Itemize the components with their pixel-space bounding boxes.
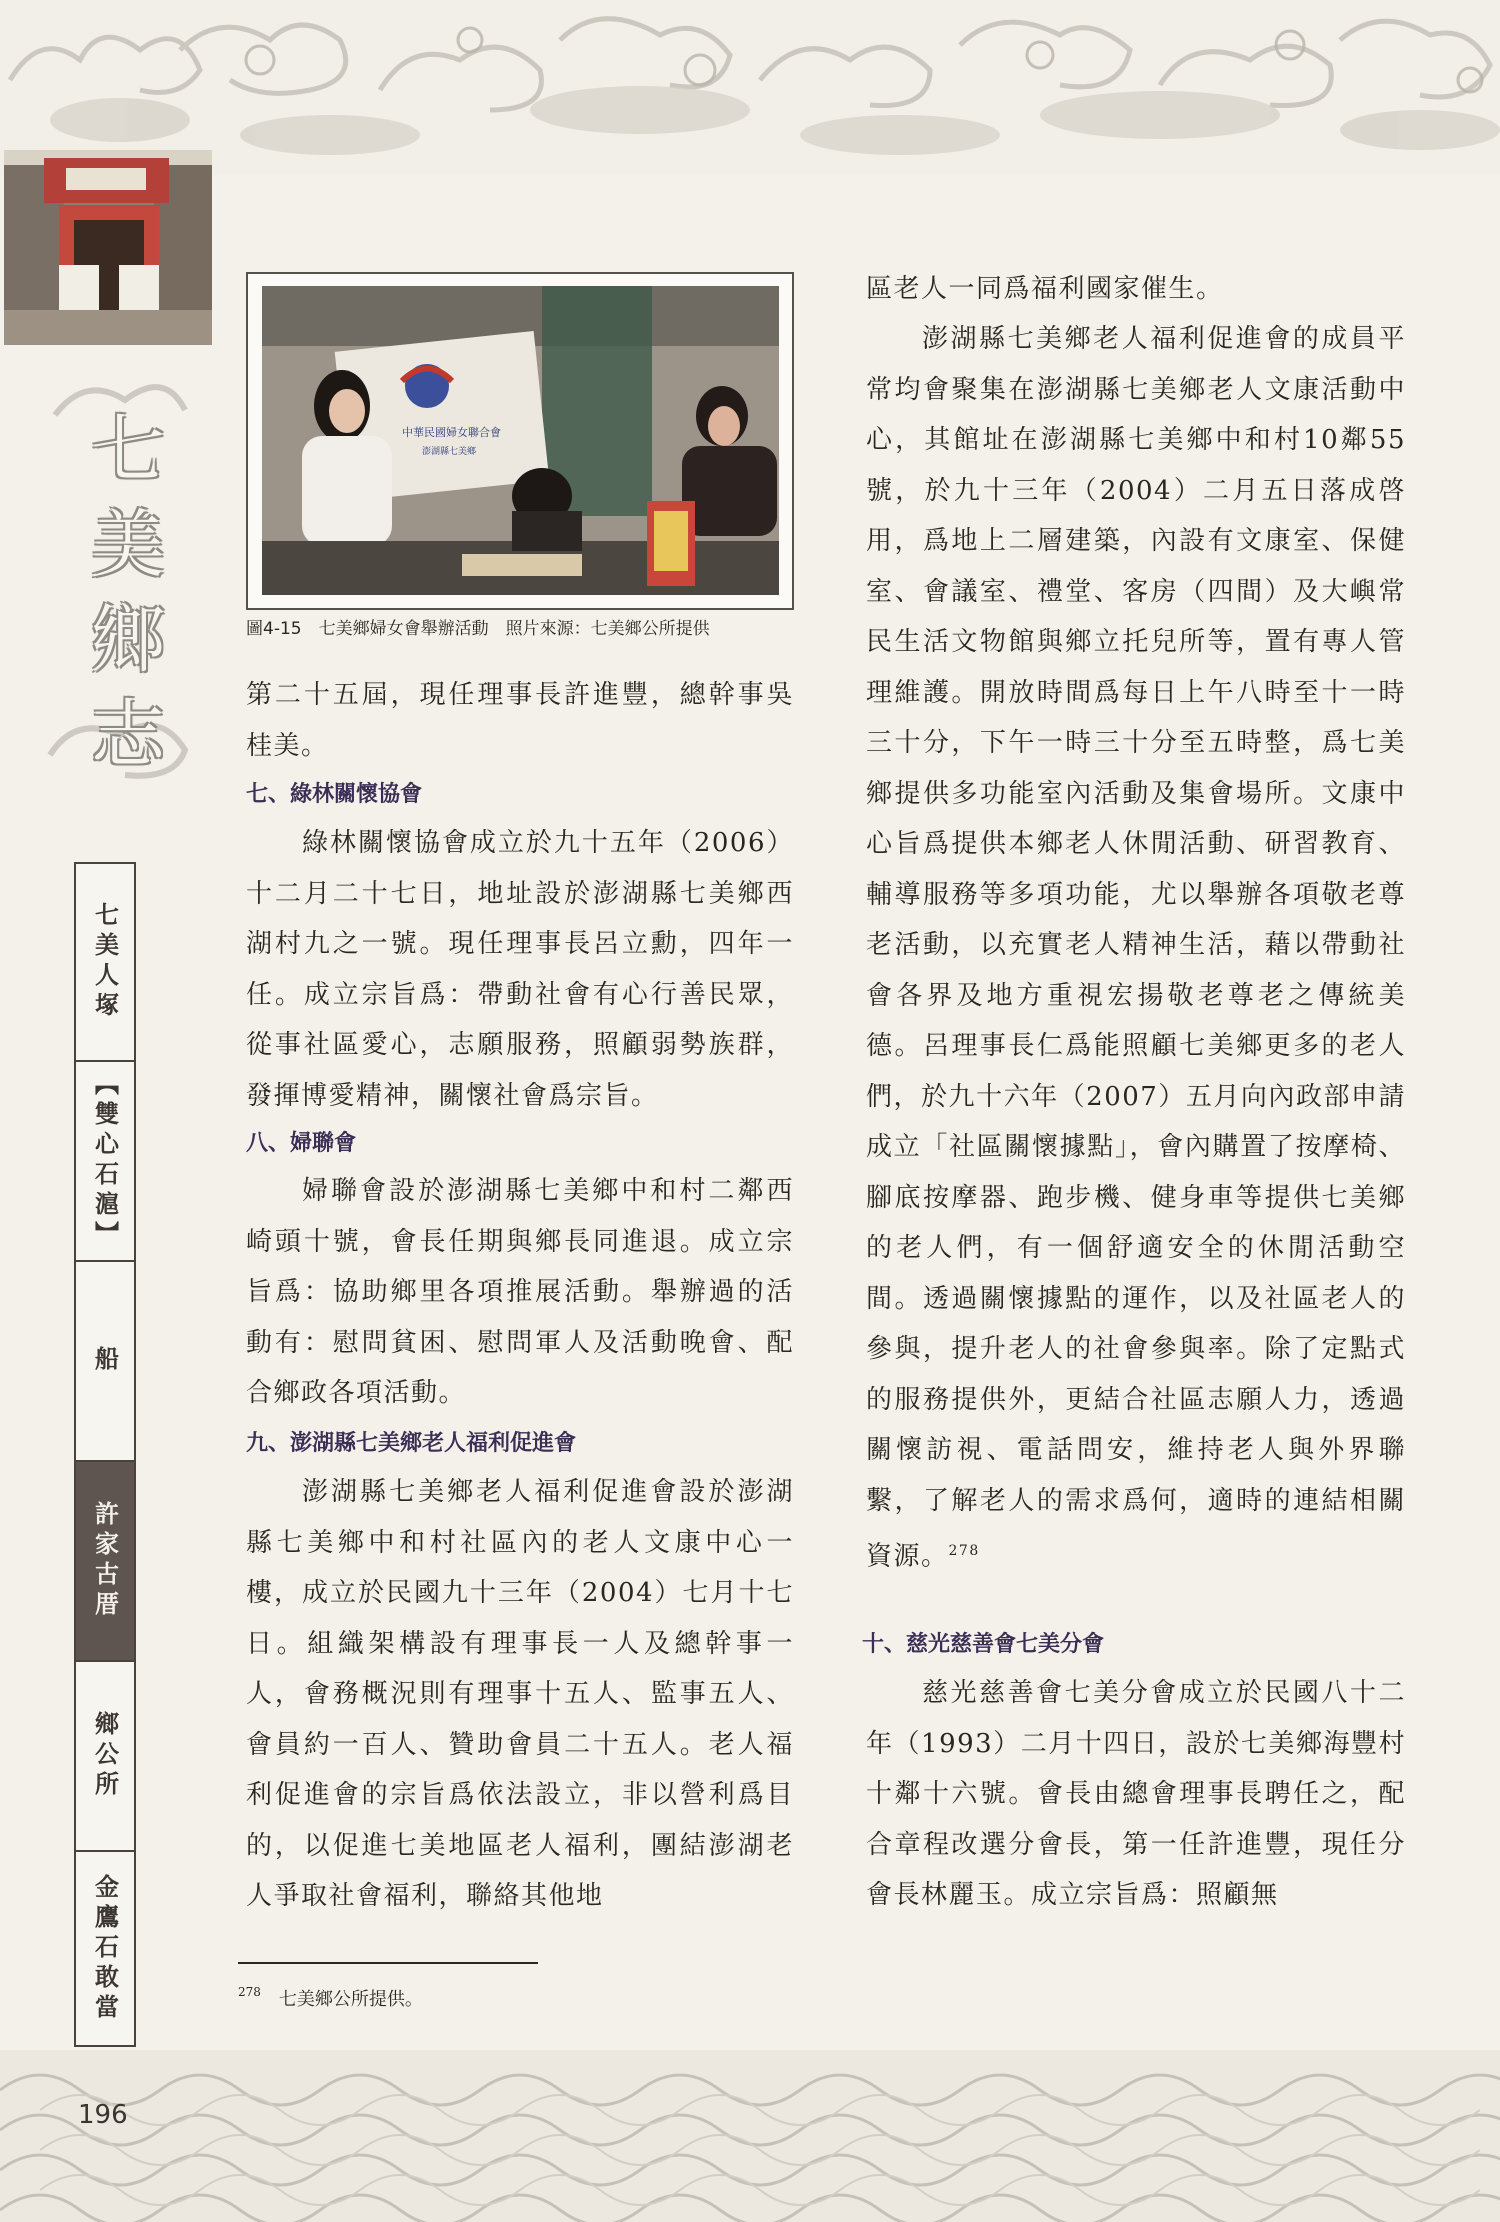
section-heading-10: 十、慈光慈善會七美分會: [862, 1632, 1105, 1657]
footnote: [238, 1985, 423, 2011]
nav-label: 船: [90, 1346, 120, 1376]
banner-text-2: 澎湖縣七美鄉: [422, 447, 477, 457]
paragraph-section-9: 澎湖縣七美鄉老人福利促進會設於澎湖縣七美鄉中和村社區內的老人文康中心一樓，成立於民國九十三年（2004）七月十七日。組織架構設有理事長一人及總幹事一人，會務概況則有理事十五人、監事五人、會員約一百人、贊助會員二十五人。老人福利促進會的宗旨爲依法設立，非以營利爲目的，以促進七美地區老人福利，團結澎湖老人爭取社會福利，聯絡其他地: [246, 1477, 794, 1911]
book-title: [55, 395, 175, 815]
nav-item-double-heart[interactable]: [76, 1062, 134, 1262]
side-navigation: [74, 862, 136, 2047]
nav-item-stone-tablet[interactable]: [76, 1852, 134, 2045]
nav-label: 【雙心石滬】: [90, 1071, 120, 1251]
footnote-reference[interactable]: 278: [948, 1543, 980, 1559]
activity-photo: [262, 286, 779, 595]
section-heading-7: 七、綠林關懷協會: [246, 782, 423, 807]
nav-item-qimei-tomb[interactable]: [76, 864, 134, 1062]
paragraph-welfare-center: [866, 314, 1406, 1582]
paragraph-section-8: 婦聯會設於澎湖縣七美鄉中和村二鄰西崎頭十號，會長任期與鄉長同進退。成立宗旨爲：協助鄉里各項推展活動。舉辦過的活動有：慰問貧困、慰問軍人及活動晚會、配合鄉政各項活動。: [246, 1176, 794, 1408]
nav-item-boat[interactable]: [76, 1262, 134, 1462]
paragraph-welfare-center-text: 澎湖縣七美鄉老人福利促進會的成員平常均會聚集在澎湖縣七美鄉老人文康活動中心，其館址在澎湖縣七美鄉中和村10鄰55號，於九十三年（2004）二月五日落成啓用，爲地上二層建築，內設有文康室、保健室、會議室、禮堂、客房（四間）及大嶼常民生活文物館與鄉立托兒所等，置有專人管理維護。開放時間爲每日上午八時至十一時三十分，下午一時三十分至五時整，爲七美鄉提供多功能室內活動及集會場所。文康中心旨爲提供本鄉老人休閒活動、研習教育、輔導服務等多項功能，尤以舉辦各項敬老尊老活動，以充實老人精神生活，藉以帶動社會各界及地方重視宏揚敬老尊老之傳統美德。呂理事長仁爲能照顧七美鄉更多的老人們，於九十六年（2007）五月向內政部申請成立「社區關懷據點」，會內購置了按摩椅、腳底按摩器、跑步機、健身車等提供七美鄉的老人們，有一個舒適安全的休閒活動空間。透過關懷據點的運作，以及社區老人的參與，提升老人的社會參與率。除了定點式的服務提供外，更結合社區志願人力，透過關懷訪視、電話問安，維持老人與外界聯繫，了解老人的需求爲何，適時的連結相關資源。: [866, 324, 1406, 1572]
section-heading-8: 八、婦聯會: [246, 1131, 357, 1156]
figure-caption: 圖4-15 七美鄉婦女會舉辦活動 照片來源：七美鄉公所提供: [246, 619, 710, 639]
figure-frame: [246, 272, 794, 610]
title-char-3: 鄉: [91, 597, 165, 683]
house-photo: [4, 150, 212, 345]
nav-item-hsu-house[interactable]: [76, 1462, 134, 1662]
title-char-2: 美: [91, 502, 165, 588]
nav-item-township-office[interactable]: [76, 1662, 134, 1852]
footnote-text: 七美鄉公所提供。: [278, 1989, 423, 2010]
footnote-number: 278: [238, 1985, 261, 1999]
paragraph-continuation: 區老人一同爲福利國家催生。: [866, 274, 1224, 304]
nav-label: 七美人塚: [90, 902, 120, 1022]
paragraph-section-7: 綠林關懷協會成立於九十五年（2006）十二月二十七日，地址設於澎湖縣七美鄉西湖村九之一號。現任理事長呂立勳，四年一任。成立宗旨爲：帶動社會有心行善民眾，從事社區愛心，志願服務，照顧弱勢族群，發揮博愛精神，關懷社會爲宗旨。: [246, 828, 794, 1111]
footnote-divider: [238, 1962, 538, 1964]
nav-label: 鄉公所: [90, 1711, 120, 1801]
paragraph-intro: 第二十五屆，現任理事長許進豐，總幹事吳桂美。: [246, 680, 794, 761]
cloud-pattern-header: [0, 0, 1500, 175]
paragraph-section-10: 慈光慈善會七美分會成立於民國八十二年（1993）二月十四日，設於七美鄉海豐村十鄰十六號。會長由總會理事長聘任之，配合章程改選分會長，第一任許進豐，現任分會長林麗玉。成立宗旨爲：照顧無: [866, 1678, 1406, 1910]
nav-label: 金鷹石敢當: [90, 1873, 120, 2024]
title-char-1: 七: [91, 407, 165, 493]
wave-pattern-footer: [0, 2050, 1500, 2222]
nav-label: 許家古厝: [90, 1501, 120, 1621]
banner-text-1: 中華民國婦女聯合會: [402, 426, 501, 439]
section-heading-9: 九、澎湖縣七美鄉老人福利促進會: [246, 1431, 577, 1456]
title-char-4: 志: [91, 692, 165, 778]
page-number: 196: [78, 2100, 128, 2130]
